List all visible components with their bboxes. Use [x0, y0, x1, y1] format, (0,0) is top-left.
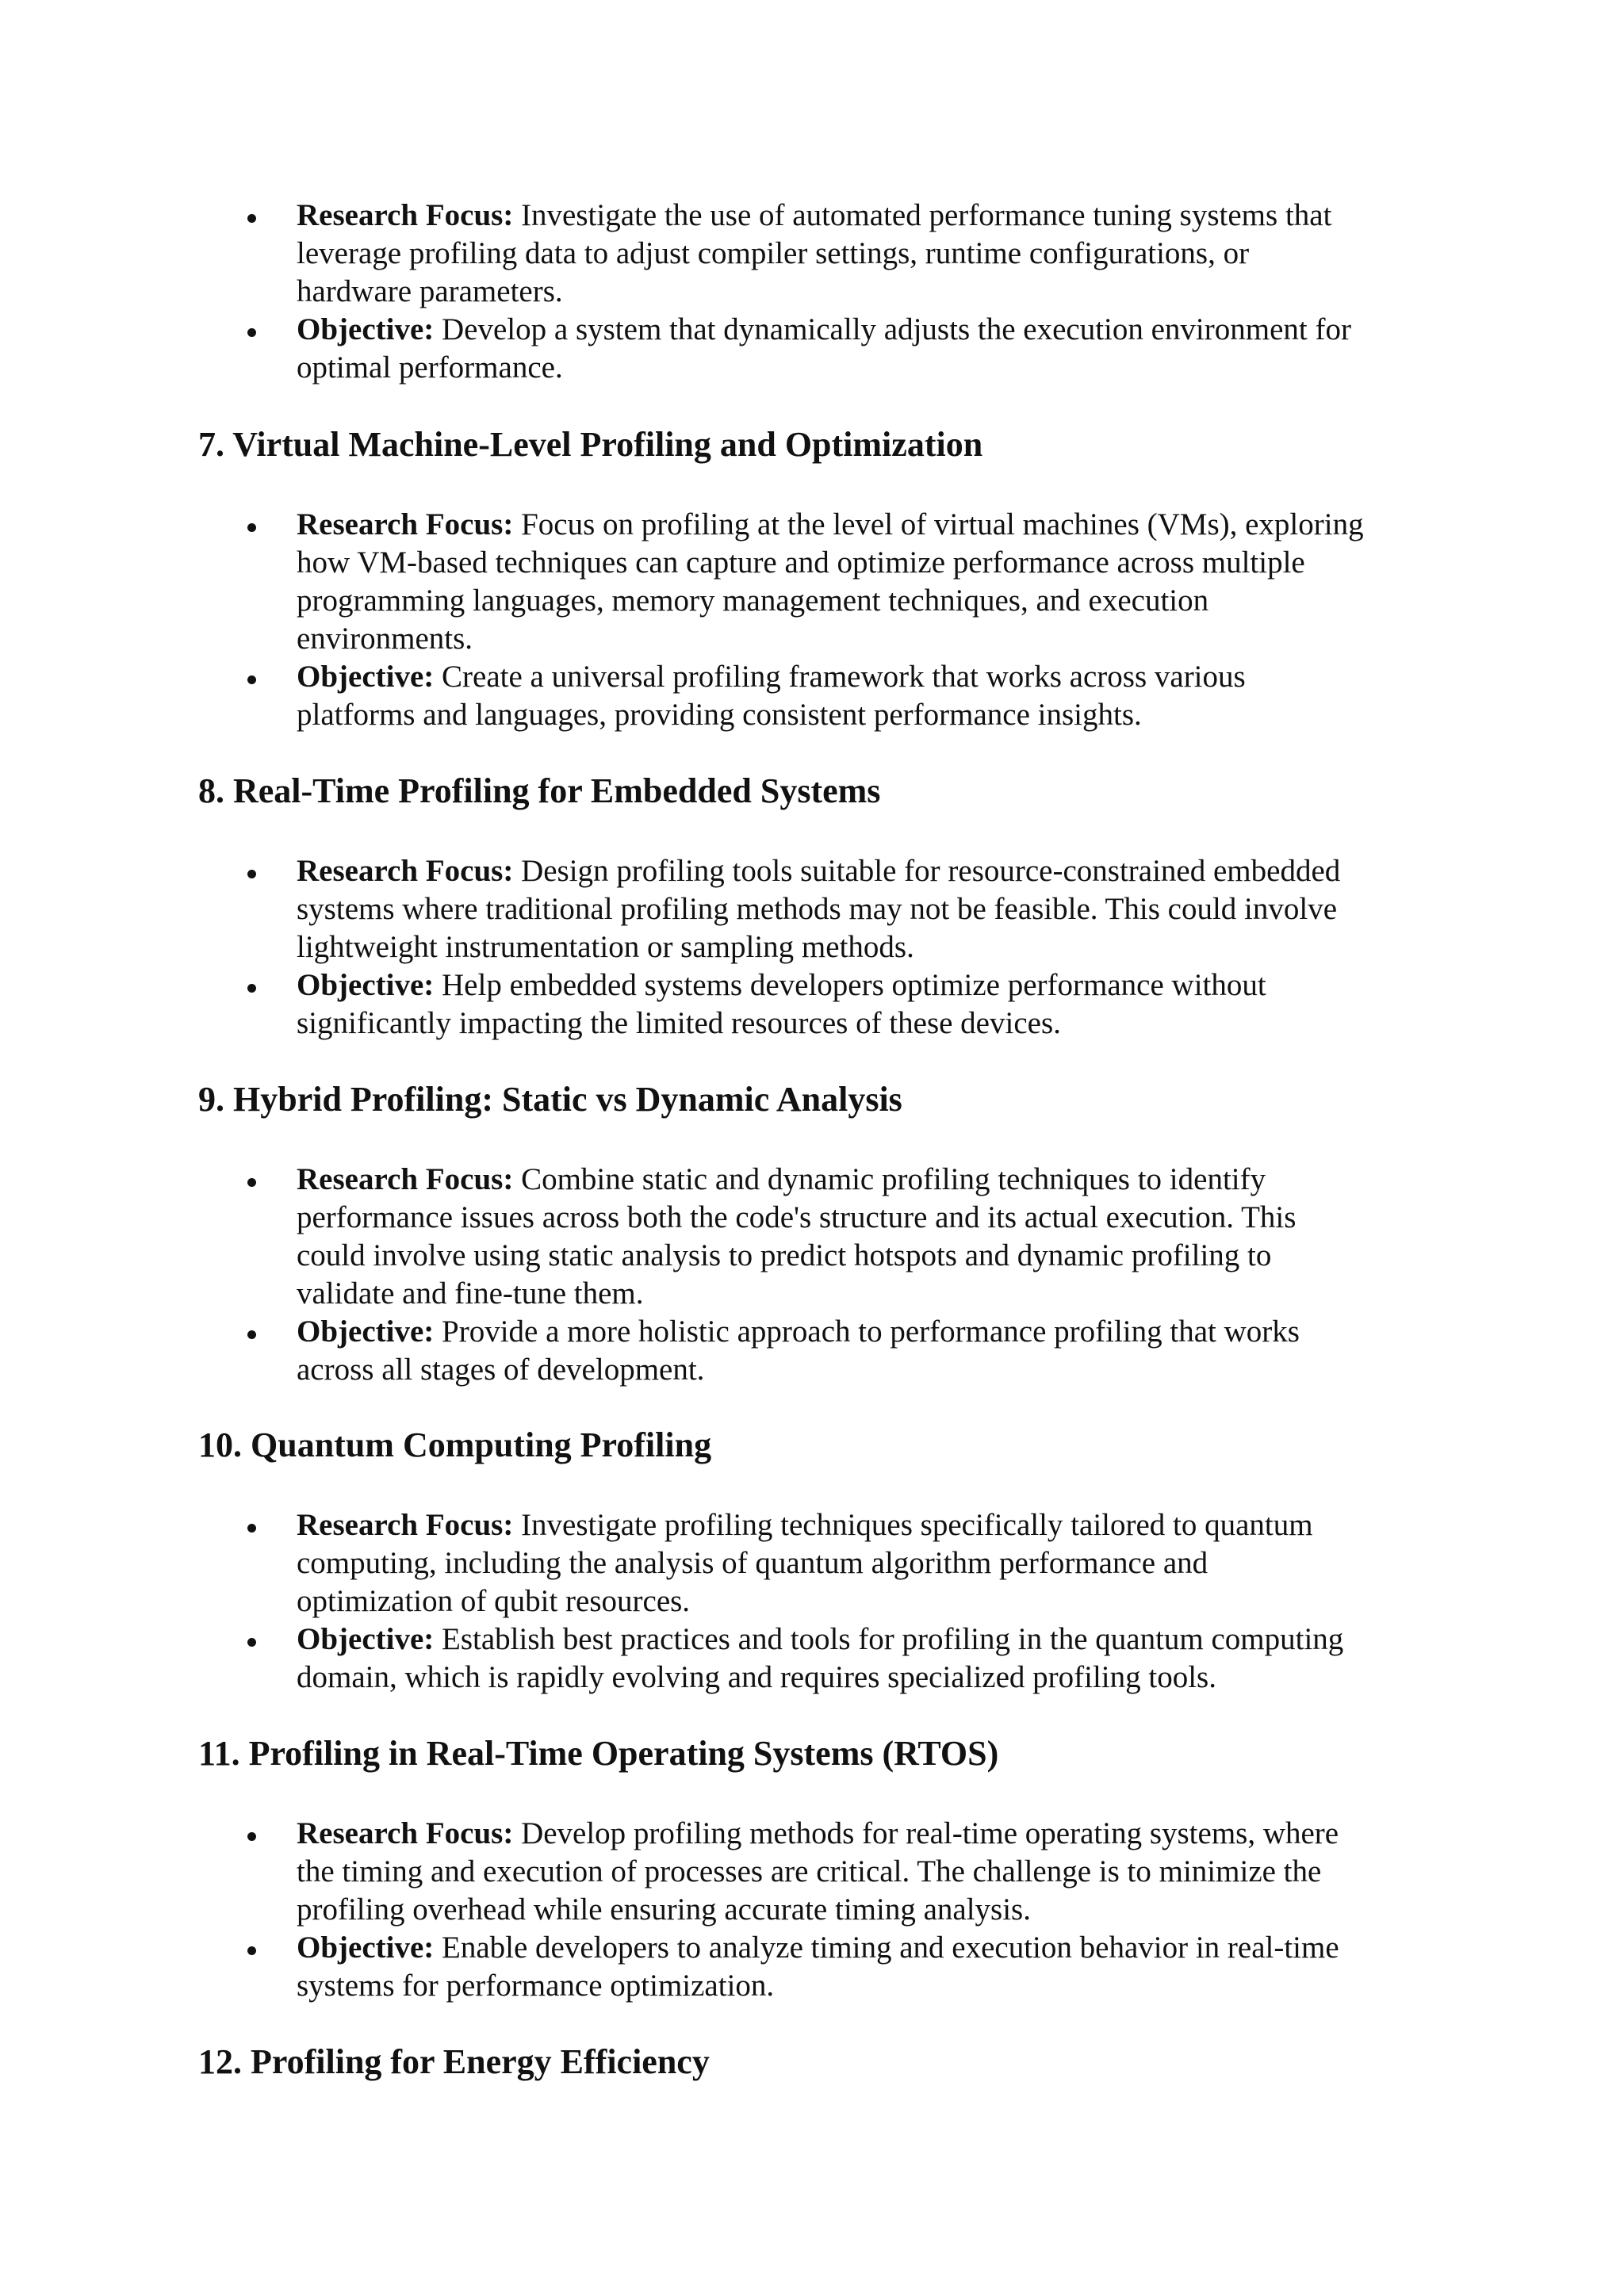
- list-item: [0, 658, 1462, 734]
- item-text: profiling overhead while ensuring accurate timing analysis.: [297, 1892, 1031, 1927]
- item-text: significantly impacting the limited resources of these devices.: [297, 1006, 1061, 1040]
- item-text: Focus on profiling at the level of virtual machines (VMs), exploring: [513, 507, 1364, 541]
- item-text: systems where traditional profiling methods may not be feasible. This could involve: [297, 892, 1338, 926]
- item-text: could involve using static analysis to predict hotspots and dynamic profiling to: [297, 1238, 1272, 1272]
- item-text: lightweight instrumentation or sampling methods.: [297, 930, 914, 964]
- item-text: Establish best practices and tools for profiling in the quantum computing: [434, 1622, 1344, 1656]
- bullet-icon: [247, 1832, 256, 1841]
- item-text: platforms and languages, providing consistent performance insights.: [297, 698, 1142, 732]
- list-item: [0, 966, 1462, 1043]
- section-list: [0, 506, 1624, 734]
- bullet-icon: [247, 328, 256, 337]
- item-text: systems for performance optimization.: [297, 1969, 775, 2003]
- item-text: optimization of qubit resources.: [297, 1584, 691, 1618]
- item-text: leverage profiling data to adjust compiler settings, runtime configurations, or: [297, 236, 1250, 270]
- item-text: Develop profiling methods for real-time operating systems, where: [513, 1816, 1339, 1850]
- item-label: Research Focus:: [297, 1162, 514, 1196]
- item-text: the timing and execution of processes are critical. The challenge is to minimize the: [297, 1854, 1322, 1888]
- bullet-icon: [247, 984, 256, 993]
- item-text: across all stages of development.: [297, 1353, 705, 1387]
- section-heading: 10. Quantum Computing Profiling: [198, 1425, 712, 1464]
- list-item: [0, 1313, 1462, 1389]
- list-item: [0, 1815, 1462, 1929]
- section-list: [0, 852, 1624, 1043]
- list-item: [0, 311, 1462, 387]
- item-text: computing, including the analysis of quantum algorithm performance and: [297, 1546, 1208, 1580]
- section-list: [0, 1161, 1624, 1389]
- item-text: optimal performance.: [297, 350, 563, 385]
- item-text: domain, which is rapidly evolving and requires specialized profiling tools.: [297, 1660, 1216, 1694]
- bullet-icon: [247, 1524, 256, 1533]
- section-heading: 11. Profiling in Real-Time Operating Systems (RTOS): [198, 1734, 999, 1773]
- item-label: Objective:: [297, 1622, 435, 1656]
- item-text: Develop a system that dynamically adjusts the execution environment for: [434, 312, 1351, 346]
- item-label: Research Focus:: [297, 854, 514, 888]
- item-text: programming languages, memory management techniques, and execution: [297, 584, 1209, 618]
- section-heading: 9. Hybrid Profiling: Static vs Dynamic Analysis: [198, 1080, 902, 1119]
- bullet-icon: [247, 675, 256, 684]
- bullet-icon: [247, 870, 256, 878]
- list-item: [0, 1621, 1462, 1697]
- list-item: [0, 1929, 1462, 2005]
- list-item: [0, 1506, 1462, 1621]
- item-text: Help embedded systems developers optimize performance without: [434, 968, 1266, 1002]
- item-text: validate and fine-tune them.: [297, 1276, 644, 1311]
- bullet-icon: [247, 523, 256, 532]
- section-list: [0, 1815, 1624, 2005]
- list-item: [0, 1161, 1462, 1313]
- item-text: how VM-based techniques can capture and optimize performance across multiple: [297, 545, 1305, 580]
- item-text: Combine static and dynamic profiling techniques to identify: [513, 1162, 1266, 1196]
- item-label: Objective:: [297, 1314, 435, 1349]
- item-text: Investigate the use of automated performance tuning systems that: [513, 198, 1332, 232]
- item-text: environments.: [297, 622, 473, 656]
- bullet-icon: [247, 1638, 256, 1647]
- list-item: [0, 506, 1462, 658]
- item-text: Investigate profiling techniques specifically tailored to quantum: [513, 1508, 1313, 1542]
- item-text: performance issues across both the code's structure and its actual execution. This: [297, 1200, 1297, 1234]
- bullet-icon: [247, 1330, 256, 1339]
- bullet-icon: [247, 1946, 256, 1955]
- list-item: [0, 197, 1462, 311]
- section-heading: 7. Virtual Machine-Level Profiling and Optimization: [198, 425, 983, 464]
- item-label: Research Focus:: [297, 198, 514, 232]
- item-label: Objective:: [297, 968, 435, 1002]
- bullet-icon: [247, 1178, 256, 1187]
- item-label: Objective:: [297, 660, 435, 694]
- section-list: [0, 1506, 1624, 1697]
- item-label: Research Focus:: [297, 507, 514, 541]
- bullet-icon: [247, 214, 256, 223]
- intro-list: [0, 197, 1624, 387]
- item-label: Research Focus:: [297, 1508, 514, 1542]
- section-heading: 8. Real-Time Profiling for Embedded Systems: [198, 771, 881, 810]
- item-text: Provide a more holistic approach to performance profiling that works: [434, 1314, 1300, 1349]
- list-item: [0, 852, 1462, 966]
- item-text: Enable developers to analyze timing and execution behavior in real-time: [434, 1931, 1339, 1965]
- section-heading: 12. Profiling for Energy Efficiency: [198, 2042, 710, 2081]
- item-text: hardware parameters.: [297, 274, 563, 308]
- item-text: Create a universal profiling framework that works across various: [434, 660, 1246, 694]
- item-label: Research Focus:: [297, 1816, 514, 1850]
- item-text: Design profiling tools suitable for resource-constrained embedded: [513, 854, 1341, 888]
- item-label: Objective:: [297, 1931, 435, 1965]
- item-label: Objective:: [297, 312, 435, 346]
